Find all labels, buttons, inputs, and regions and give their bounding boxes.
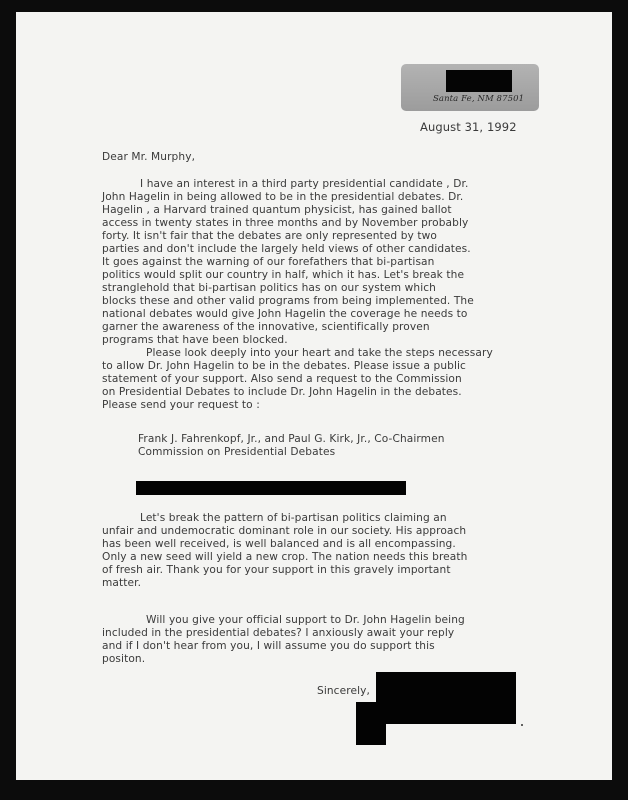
text-line: positon. [102,653,146,665]
text-line: Only a new seed will yield a new crop. The nation needs this breath [102,551,468,563]
letterhead-stamp [401,64,539,111]
closing: Sincerely, [317,685,370,697]
text-line: access in twenty states in three months and by November probably [102,217,469,229]
text-line: Will you give your official support to Dr. John Hagelin being [146,614,465,626]
letter-date: August 31, 1992 [420,120,517,134]
letterhead-address: Santa Fe, NM 87501 [433,94,525,104]
salutation: Dear Mr. Murphy, [102,151,196,163]
text-line: Let's break the pattern of bi-partisan politics claiming an [140,512,447,524]
text-line: Please send your request to : [102,399,260,411]
recipient-names: Frank J. Fahrenkopf, Jr., and Paul G. Kirk, Jr., Co-Chairmen [138,433,445,445]
text-line: and if I don't hear from you, I will assume you do support this [102,640,435,652]
text-line: included in the presidential debates? I anxiously await your reply [102,627,455,639]
signature-redaction [376,672,516,724]
letter-body [16,12,612,780]
text-line: forty. It isn't fair that the debates are only represented by two [102,230,437,242]
text-line: of fresh air. Thank you for your support in this gravely important [102,564,451,576]
text-line: to allow Dr. John Hagelin to be in the debates. Please issue a public [102,360,466,372]
text-line: on Presidential Debates to include Dr. John Hagelin in the debates. [102,386,462,398]
redaction-bar [446,70,512,92]
text-line: I have an interest in a third party presidential candidate , Dr. [140,178,469,190]
text-line: politics would split our country in half, which it has. Let's break the [102,269,465,281]
text-line: national debates would give John Hagelin the coverage he needs to [102,308,468,320]
text-line: statement of your support. Also send a request to the Commission [102,373,462,385]
text-line: It goes against the warning of our forefathers that bi-partisan [102,256,435,268]
letter-page [16,12,612,780]
text-line: has been well received, is well balanced and is all encompassing. [102,538,456,550]
period-mark [521,724,523,726]
text-line: Please look deeply into your heart and take the steps necessary [146,347,493,359]
text-line: parties and don't include the largely held views of other candidates. [102,243,471,255]
text-line: Hagelin , a Harvard trained quantum physicist, has gained ballot [102,204,452,216]
text-line: unfair and undemocratic dominant role in our society. His approach [102,525,467,537]
text-line: garner the awareness of the innovative, scientifically proven [102,321,430,333]
text-line: stranglehold that bi-partisan politics has on our system which [102,282,436,294]
signature-redaction [356,702,386,745]
recipient-organization: Commission on Presidential Debates [138,446,336,458]
text-line: programs that have been blocked. [102,334,288,346]
text-line: John Hagelin in being allowed to be in the presidential debates. Dr. [102,191,464,203]
redaction-bar [136,481,406,495]
text-line: matter. [102,577,142,589]
text-line: blocks these and other valid programs from being implemented. The [102,295,474,307]
